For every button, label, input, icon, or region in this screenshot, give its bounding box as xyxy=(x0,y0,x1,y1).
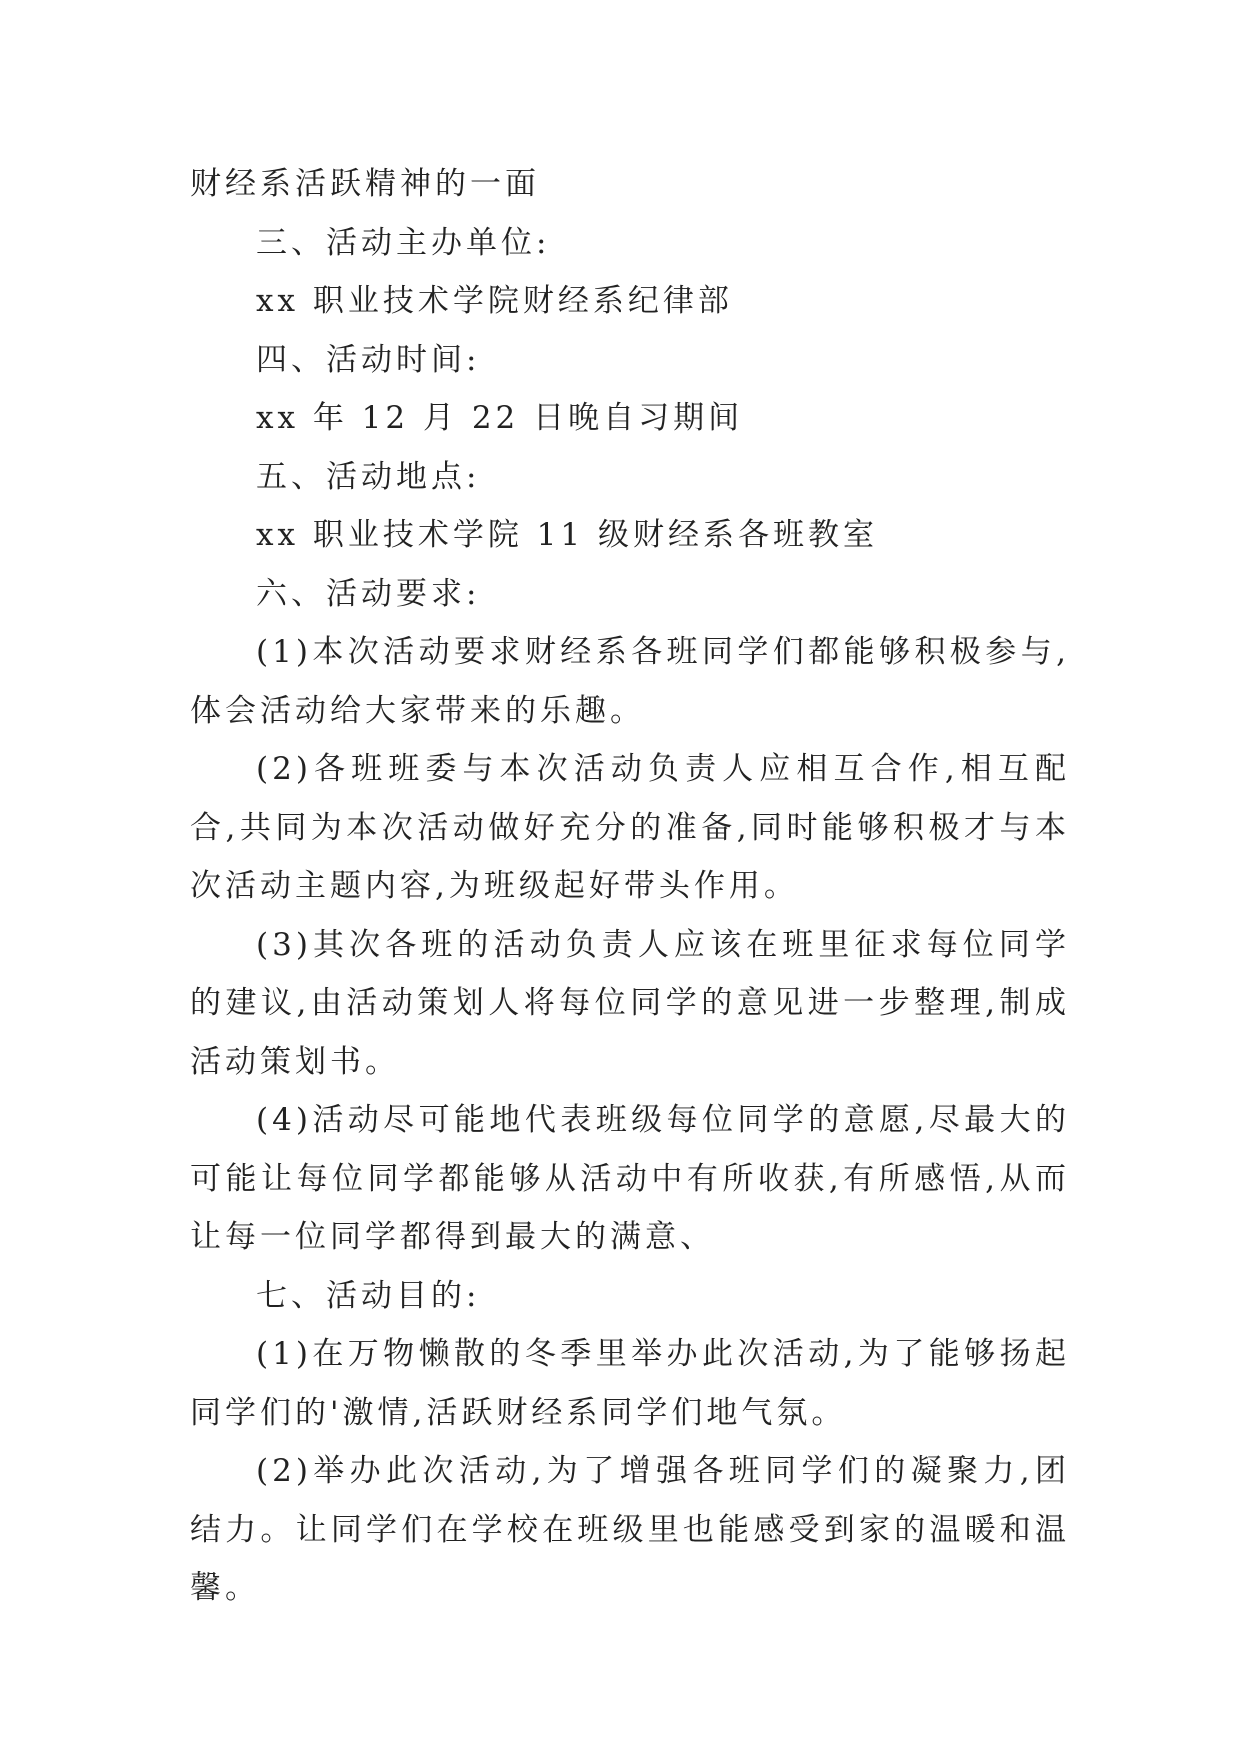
document-body xyxy=(190,155,1070,1618)
paragraph-requirement-3: (3)其次各班的活动负责人应该在班里征求每位同学的建议,由活动策划人将每位同学的意见进一步整理,制成活动策划书。 xyxy=(190,926,1070,1080)
heading-time: 四、活动时间: xyxy=(256,341,481,378)
paragraph-time: xx 年 12 月 22 日晚自习期间 xyxy=(256,400,744,436)
paragraph-requirement-4: (4)活动尽可能地代表班级每位同学的意愿,尽最大的可能让每位同学都能够从活动中有所收获,有所感悟,从而让每一位同学都得到最大的满意、 xyxy=(190,1102,1070,1255)
heading-organizer: 三、活动主办单位: xyxy=(256,224,551,261)
heading-requirements: 六、活动要求: xyxy=(256,575,481,612)
paragraph-location: xx 职业技术学院 11 级财经系各班教室 xyxy=(256,517,878,553)
heading-location: 五、活动地点: xyxy=(256,458,481,495)
paragraph-purpose-2: (2)举办此次活动,为了增强各班同学们的凝聚力,团结力。让同学们在学校在班级里也能感受到家的温暖和温馨。 xyxy=(190,1453,1070,1606)
paragraph-organizer: xx 职业技术学院财经系纪律部 xyxy=(256,283,733,319)
paragraph-requirement-2: (2)各班班委与本次活动负责人应相互合作,相互配合,共同为本次活动做好充分的准备,同时能够积极才与本次活动主题内容,为班级起好带头作用。 xyxy=(190,751,1070,904)
paragraph-continuation: 财经系活跃精神的一面 xyxy=(190,166,540,202)
paragraph-requirement-1: (1)本次活动要求财经系各班同学们都能够积极参与,体会活动给大家带来的乐趣。 xyxy=(190,634,1070,729)
paragraph-purpose-1: (1)在万物懒散的冬季里举办此次活动,为了能够扬起同学们的'激情,活跃财经系同学们地气氛。 xyxy=(190,1336,1070,1431)
heading-purpose: 七、活动目的: xyxy=(256,1277,481,1314)
